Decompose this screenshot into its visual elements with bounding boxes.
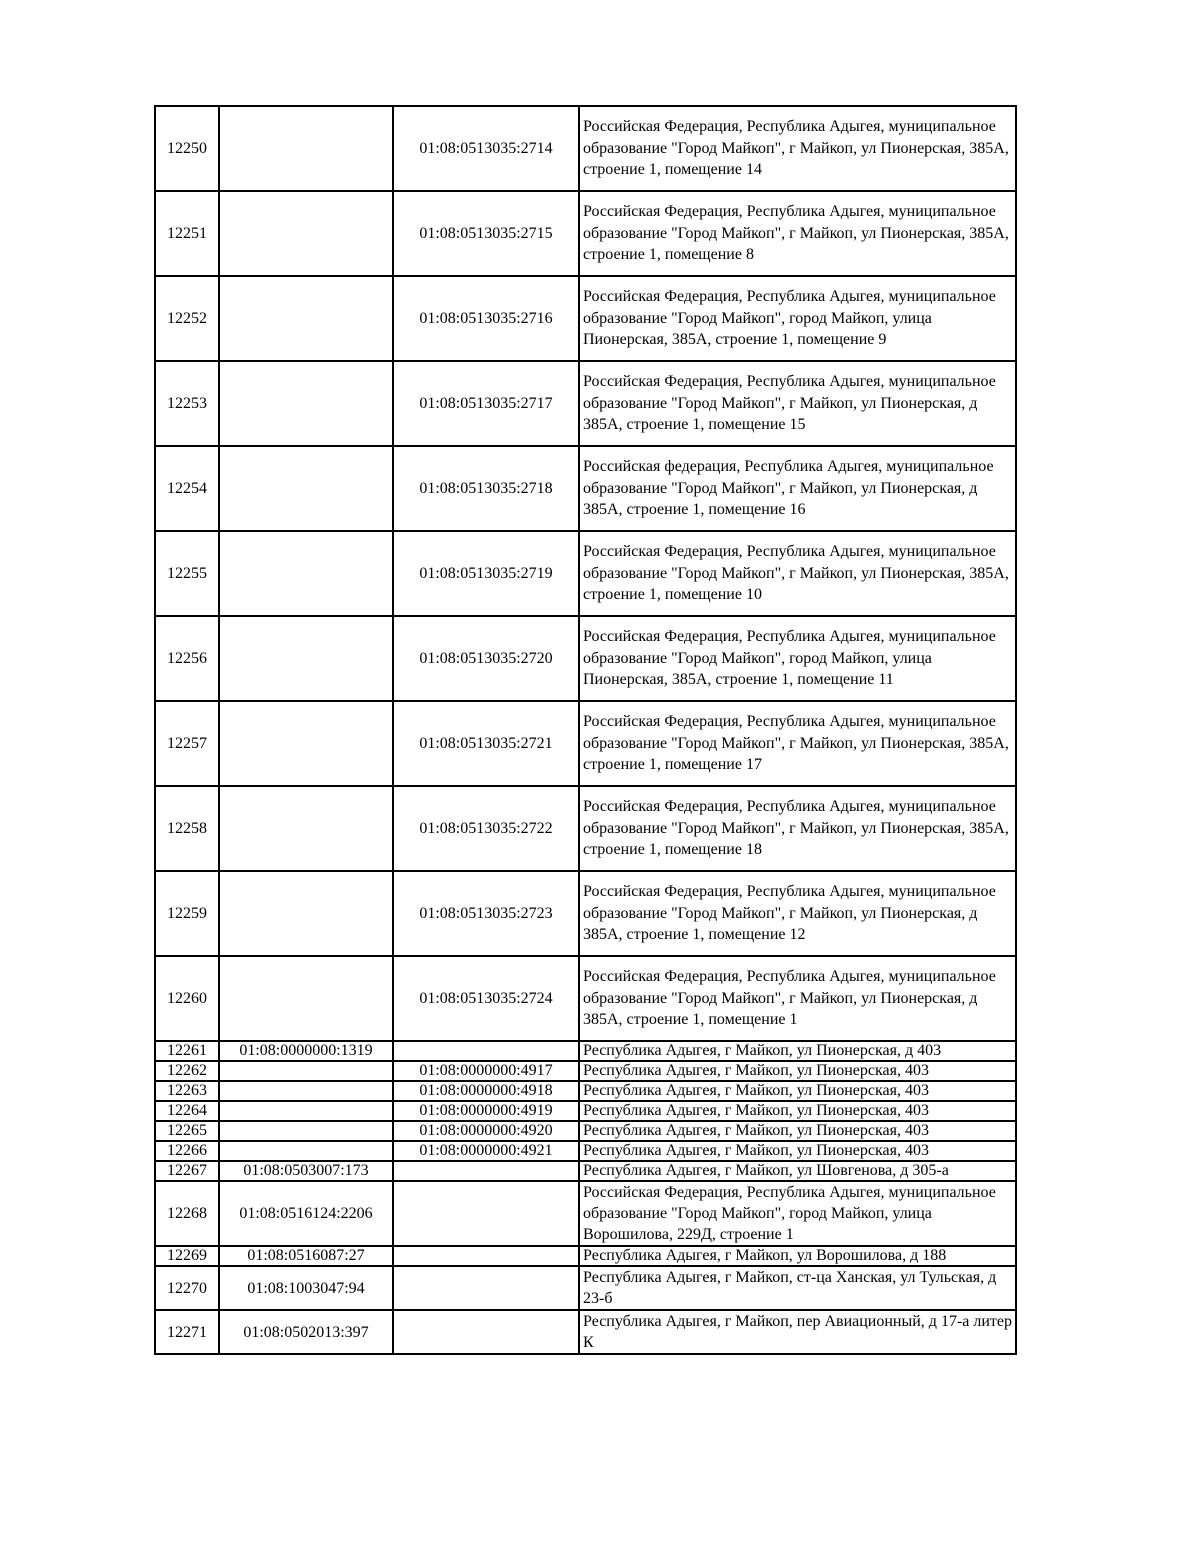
row-number: 12267 bbox=[155, 1161, 219, 1181]
cadastral-number-parcel bbox=[219, 1121, 393, 1141]
row-number: 12262 bbox=[155, 1061, 219, 1081]
cadastral-number-object bbox=[393, 1181, 579, 1246]
row-number: 12258 bbox=[155, 786, 219, 871]
cadastral-number-object: 01:08:0513035:2719 bbox=[393, 531, 579, 616]
row-number: 12250 bbox=[155, 106, 219, 191]
address: Республика Адыгея, г Майкоп, ул Пионерская, 403 bbox=[579, 1081, 1016, 1101]
cadastral-number-parcel bbox=[219, 191, 393, 276]
table-row bbox=[155, 1181, 1016, 1246]
address: Российская Федерация, Республика Адыгея, муниципальное образование "Город Майкоп", г Майкоп, ул Пионерская, д 385А, строение 1, помещение 15 bbox=[579, 361, 1016, 446]
table-row bbox=[155, 1121, 1016, 1141]
cadastral-number-object: 01:08:0000000:4920 bbox=[393, 1121, 579, 1141]
cadastral-number-parcel: 01:08:0000000:1319 bbox=[219, 1041, 393, 1061]
row-number: 12257 bbox=[155, 701, 219, 786]
table-row bbox=[155, 1081, 1016, 1101]
address: Российская Федерация, Республика Адыгея, муниципальное образование "Город Майкоп", город Майкоп, улица Ворошилова, 229Д, строение 1 bbox=[579, 1181, 1016, 1246]
address: Республика Адыгея, г Майкоп, ул Ворошилова, д 188 bbox=[579, 1246, 1016, 1266]
cadastral-number-object: 01:08:0000000:4919 bbox=[393, 1101, 579, 1121]
address: Российская Федерация, Республика Адыгея, муниципальное образование "Город Майкоп", г Майкоп, ул Пионерская, 385А, строение 1, помещение 8 bbox=[579, 191, 1016, 276]
cadastral-number-object: 01:08:0513035:2715 bbox=[393, 191, 579, 276]
address: Российская Федерация, Республика Адыгея, муниципальное образование "Город Майкоп", г Майкоп, ул Пионерская, 385А, строение 1, помещение 18 bbox=[579, 786, 1016, 871]
address: Российская Федерация, Республика Адыгея, муниципальное образование "Город Майкоп", г Майкоп, ул Пионерская, д 385А, строение 1, помещение 1 bbox=[579, 956, 1016, 1041]
cadastral-number-object: 01:08:0513035:2721 bbox=[393, 701, 579, 786]
table-row bbox=[155, 1161, 1016, 1181]
cadastral-number-object: 01:08:0513035:2724 bbox=[393, 956, 579, 1041]
row-number: 12261 bbox=[155, 1041, 219, 1061]
table-row bbox=[155, 106, 1016, 191]
table-row bbox=[155, 191, 1016, 276]
address: Республика Адыгея, г Майкоп, ул Пионерская, д 403 bbox=[579, 1041, 1016, 1061]
cadastral-number-object: 01:08:0513035:2716 bbox=[393, 276, 579, 361]
address: Республика Адыгея, г Майкоп, ст-ца Ханская, ул Тульская, д 23-б bbox=[579, 1266, 1016, 1310]
cadastral-number-parcel bbox=[219, 276, 393, 361]
cadastral-number-object: 01:08:0000000:4921 bbox=[393, 1141, 579, 1161]
cadastral-number-object: 01:08:0513035:2718 bbox=[393, 446, 579, 531]
cadastral-number-object: 01:08:0513035:2722 bbox=[393, 786, 579, 871]
cadastral-number-parcel bbox=[219, 106, 393, 191]
cadastral-number-object: 01:08:0513035:2714 bbox=[393, 106, 579, 191]
table-row bbox=[155, 1061, 1016, 1081]
row-number: 12265 bbox=[155, 1121, 219, 1141]
cadastral-number-parcel bbox=[219, 956, 393, 1041]
address: Российская Федерация, Республика Адыгея, муниципальное образование "Город Майкоп", г Майкоп, ул Пионерская, 385А, строение 1, помещение 10 bbox=[579, 531, 1016, 616]
cadastral-number-object: 01:08:0513035:2717 bbox=[393, 361, 579, 446]
row-number: 12255 bbox=[155, 531, 219, 616]
cadastral-number-object bbox=[393, 1161, 579, 1181]
cadastral-number-object: 01:08:0513035:2720 bbox=[393, 616, 579, 701]
cadastral-number-object: 01:08:0000000:4918 bbox=[393, 1081, 579, 1101]
row-number: 12253 bbox=[155, 361, 219, 446]
cadastral-number-parcel: 01:08:0516087:27 bbox=[219, 1246, 393, 1266]
address: Российская Федерация, Республика Адыгея, муниципальное образование "Город Майкоп", город Майкоп, улица Пионерская, 385А, строение 1, помещение 11 bbox=[579, 616, 1016, 701]
row-number: 12269 bbox=[155, 1246, 219, 1266]
cadastral-number-object bbox=[393, 1266, 579, 1310]
row-number: 12268 bbox=[155, 1181, 219, 1246]
address: Республика Адыгея, г Майкоп, ул Пионерская, 403 bbox=[579, 1141, 1016, 1161]
address: Российская Федерация, Республика Адыгея, муниципальное образование "Город Майкоп", город Майкоп, улица Пионерская, 385А, строение 1, помещение 9 bbox=[579, 276, 1016, 361]
row-number: 12271 bbox=[155, 1310, 219, 1354]
address: Республика Адыгея, г Майкоп, ул Шовгенова, д 305-а bbox=[579, 1161, 1016, 1181]
table-row bbox=[155, 1246, 1016, 1266]
table-row bbox=[155, 276, 1016, 361]
cadastral-number-object: 01:08:0513035:2723 bbox=[393, 871, 579, 956]
address: Республика Адыгея, г Майкоп, ул Пионерская, 403 bbox=[579, 1061, 1016, 1081]
table-row bbox=[155, 1310, 1016, 1354]
row-number: 12259 bbox=[155, 871, 219, 956]
row-number: 12263 bbox=[155, 1081, 219, 1101]
cadastral-number-parcel bbox=[219, 361, 393, 446]
registry-body bbox=[155, 106, 1016, 1354]
row-number: 12251 bbox=[155, 191, 219, 276]
row-number: 12252 bbox=[155, 276, 219, 361]
cadastral-number-object bbox=[393, 1041, 579, 1061]
address: Республика Адыгея, г Майкоп, ул Пионерская, 403 bbox=[579, 1101, 1016, 1121]
address: Российская Федерация, Республика Адыгея, муниципальное образование "Город Майкоп", г Майкоп, ул Пионерская, 385А, строение 1, помещение 14 bbox=[579, 106, 1016, 191]
cadastral-number-parcel: 01:08:0516124:2206 bbox=[219, 1181, 393, 1246]
row-number: 12264 bbox=[155, 1101, 219, 1121]
cadastral-number-object bbox=[393, 1310, 579, 1354]
table-row bbox=[155, 786, 1016, 871]
table-row bbox=[155, 1041, 1016, 1061]
row-number: 12266 bbox=[155, 1141, 219, 1161]
table-row bbox=[155, 446, 1016, 531]
cadastral-number-parcel bbox=[219, 531, 393, 616]
table-row bbox=[155, 616, 1016, 701]
cadastral-number-parcel bbox=[219, 1101, 393, 1121]
cadastral-number-parcel bbox=[219, 1061, 393, 1081]
table-row bbox=[155, 956, 1016, 1041]
table-row bbox=[155, 361, 1016, 446]
cadastral-number-object bbox=[393, 1246, 579, 1266]
table-row bbox=[155, 701, 1016, 786]
cadastral-number-parcel bbox=[219, 786, 393, 871]
address: Республика Адыгея, г Майкоп, ул Пионерская, 403 bbox=[579, 1121, 1016, 1141]
row-number: 12254 bbox=[155, 446, 219, 531]
table-row bbox=[155, 531, 1016, 616]
address: Российская федерация, Республика Адыгея, муниципальное образование "Город Майкоп", г Майкоп, ул Пионерская, д 385А, строение 1, помещение 16 bbox=[579, 446, 1016, 531]
row-number: 12256 bbox=[155, 616, 219, 701]
registry-table bbox=[154, 105, 1017, 1355]
row-number: 12270 bbox=[155, 1266, 219, 1310]
table-row bbox=[155, 871, 1016, 956]
cadastral-number-parcel bbox=[219, 701, 393, 786]
cadastral-number-parcel bbox=[219, 616, 393, 701]
address: Российская Федерация, Республика Адыгея, муниципальное образование "Город Майкоп", г Майкоп, ул Пионерская, д 385А, строение 1, помещение 12 bbox=[579, 871, 1016, 956]
table-row bbox=[155, 1141, 1016, 1161]
address: Российская Федерация, Республика Адыгея, муниципальное образование "Город Майкоп", г Майкоп, ул Пионерская, 385А, строение 1, помещение 17 bbox=[579, 701, 1016, 786]
table-row bbox=[155, 1101, 1016, 1121]
cadastral-number-parcel: 01:08:1003047:94 bbox=[219, 1266, 393, 1310]
cadastral-number-object: 01:08:0000000:4917 bbox=[393, 1061, 579, 1081]
row-number: 12260 bbox=[155, 956, 219, 1041]
cadastral-number-parcel bbox=[219, 871, 393, 956]
cadastral-number-parcel bbox=[219, 1081, 393, 1101]
cadastral-number-parcel bbox=[219, 446, 393, 531]
table-row bbox=[155, 1266, 1016, 1310]
cadastral-number-parcel bbox=[219, 1141, 393, 1161]
cadastral-number-parcel: 01:08:0503007:173 bbox=[219, 1161, 393, 1181]
cadastral-number-parcel: 01:08:0502013:397 bbox=[219, 1310, 393, 1354]
address: Республика Адыгея, г Майкоп, пер Авиационный, д 17-а литер К bbox=[579, 1310, 1016, 1354]
